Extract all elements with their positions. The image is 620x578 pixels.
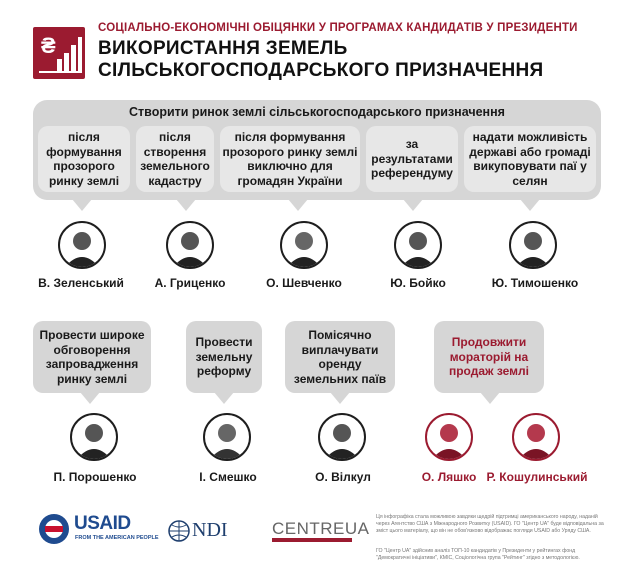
promise-bubble-highlight: Продовжити мораторій на продаж землі <box>434 321 544 393</box>
portrait-avatar <box>394 221 442 269</box>
centreua-logo: CENTREUA <box>272 519 370 538</box>
subtitle: СОЦІАЛЬНО-ЕКОНОМІЧНІ ОБІЦЯНКИ У ПРОГРАМАХ КАНДИДАТІВ У ПРЕЗИДЕНТИ <box>98 22 578 34</box>
promise-bubble: Помісячно виплачувати оренду земельних паїв <box>285 321 395 393</box>
promise-bubble: після створення земельного кадастру <box>136 126 214 192</box>
promise-bubble: Провести широке обговорення запровадження ринку землі <box>33 321 151 393</box>
bubble-tail <box>288 199 308 211</box>
portrait-avatar <box>203 413 251 461</box>
candidate-name: О. Ляшко <box>421 470 477 484</box>
portrait-avatar <box>425 413 473 461</box>
candidate-name: О. Шевченко <box>266 276 342 290</box>
portrait-avatar <box>70 413 118 461</box>
portrait-avatar <box>58 221 106 269</box>
bubble-tail <box>72 199 92 211</box>
bubble-tail <box>330 392 350 404</box>
svg-text:₴: ₴ <box>41 33 56 58</box>
candidate-name: А. Гриценко <box>154 276 226 290</box>
usaid-logo: USAID <box>74 513 131 534</box>
bubble-tail <box>80 392 100 404</box>
candidate-name: Р. Кошулинський <box>486 470 588 484</box>
bubble-tail <box>480 392 500 404</box>
promise-bubble: надати можливість державі або громаді викуповувати паї у селян <box>464 126 596 192</box>
disclaimer-text: Ця інфографіка стала можливою завдяки щедрій підтримці американського народу, наданій через Агентство США з Міжнародного Розвитку (USAID). ГО "Центр UA" буде відповідальна за зміст цього матеріалу, що він не обов'язково відображає погляди USAID або Уряду США. <box>376 514 604 534</box>
candidate-name: П. Порошенко <box>53 470 137 484</box>
candidate-name: В. Зеленський <box>38 276 124 290</box>
portrait-avatar <box>166 221 214 269</box>
candidate-name: Ю. Тимошенко <box>491 276 579 290</box>
bubble-tail <box>520 199 540 211</box>
candidate-name: О. Вілкул <box>315 470 371 484</box>
top-group-label: Створити ринок землі сільськогосподарського призначення <box>129 105 505 119</box>
promise-bubble: Провести земельну реформу <box>186 321 262 393</box>
logo-chart-icon <box>33 27 85 79</box>
portrait-avatar <box>509 221 557 269</box>
portrait-avatar <box>512 413 560 461</box>
usaid-seal-icon <box>38 513 70 545</box>
candidate-name: І. Смешко <box>199 470 257 484</box>
promise-bubble: після формування прозорого ринку землі <box>38 126 130 192</box>
usaid-tagline: FROM THE AMERICAN PEOPLE <box>75 535 159 541</box>
promise-bubble: за результатами референдуму <box>366 126 458 192</box>
portrait-avatar <box>318 413 366 461</box>
globe-icon <box>168 520 190 542</box>
candidate-name: Ю. Бойко <box>390 276 446 290</box>
promise-bubble: після формування прозорого ринку землі виключно для громадян України <box>220 126 360 192</box>
ndi-logo: NDI <box>192 519 228 541</box>
portrait-avatar <box>280 221 328 269</box>
bubble-tail <box>403 199 423 211</box>
disclaimer-text: ГО "Центр UA" здійснив аналіз ТОП-10 кандидатів у Президенти у рейтингах фонд "Демократичні ініціативи", КМІС, Соціологічна група "Рейтинг" згідно з методологією. <box>376 548 580 561</box>
centreua-underline <box>272 538 352 542</box>
bubble-tail <box>214 392 234 404</box>
bubble-tail <box>176 199 196 211</box>
page-title-line2: СІЛЬСЬКОГОСПОДАРСЬКОГО ПРИЗНАЧЕННЯ <box>98 60 544 81</box>
page-title-line1: ВИКОРИСТАННЯ ЗЕМЕЛЬ <box>98 38 348 59</box>
